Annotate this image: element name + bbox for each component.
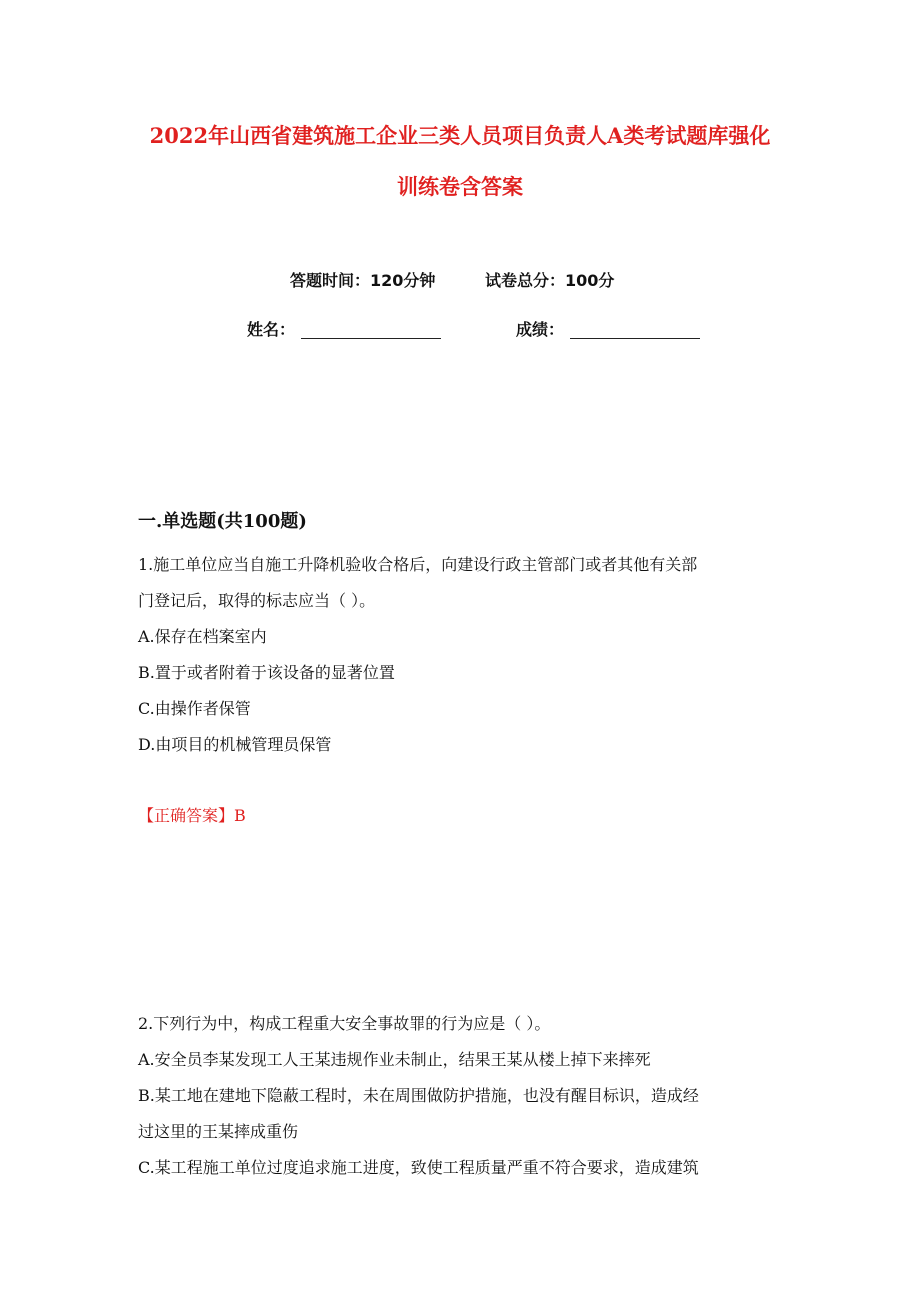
question-1-option-d: D.由项目的机械管理员保管: [138, 735, 332, 754]
question-1-stem-line1: 1.施工单位应当自施工升降机验收合格后，向建设行政主管部门或者其他有关部: [138, 555, 698, 574]
question-2-option-a: A.安全员李某发现工人王某违规作业未制止，结果王某从楼上掉下来摔死: [138, 1050, 651, 1069]
name-label: 姓名：: [247, 320, 296, 339]
name-blank-line: [301, 338, 441, 339]
question-1-option-c: C.由操作者保管: [138, 699, 251, 718]
question-2-option-b-cont: 过这里的王某摔成重伤: [138, 1122, 299, 1141]
score-label: 成绩：: [516, 320, 565, 339]
question-2-option-c: C.某工程施工单位过度追求施工进度，致使工程质量严重不符合要求，造成建筑: [138, 1158, 699, 1177]
question-1-answer: 【正确答案】B: [138, 806, 246, 825]
score-blank-line: [570, 338, 700, 339]
question-1-stem-line2: 门登记后，取得的标志应当（ ）。: [138, 591, 376, 610]
document-title-line2: 训练卷含答案: [397, 174, 523, 199]
document-title-line1: 2022年山西省建筑施工企业三类人员项目负责人A类考试题库强化: [149, 123, 771, 148]
question-2-stem-line1: 2.下列行为中，构成工程重大安全事故罪的行为应是（ ）。: [138, 1014, 551, 1033]
question-1-option-a: A.保存在档案室内: [138, 627, 267, 646]
section-heading: 一.单选题(共100题): [138, 511, 307, 532]
total-score: 试卷总分：100分: [485, 271, 615, 290]
question-1-option-b: B.置于或者附着于该设备的显著位置: [138, 663, 395, 682]
question-2-option-b: B.某工地在建地下隐蔽工程时，未在周围做防护措施，也没有醒目标识，造成经: [138, 1086, 699, 1105]
exam-time: 答题时间：120分钟: [290, 271, 436, 290]
